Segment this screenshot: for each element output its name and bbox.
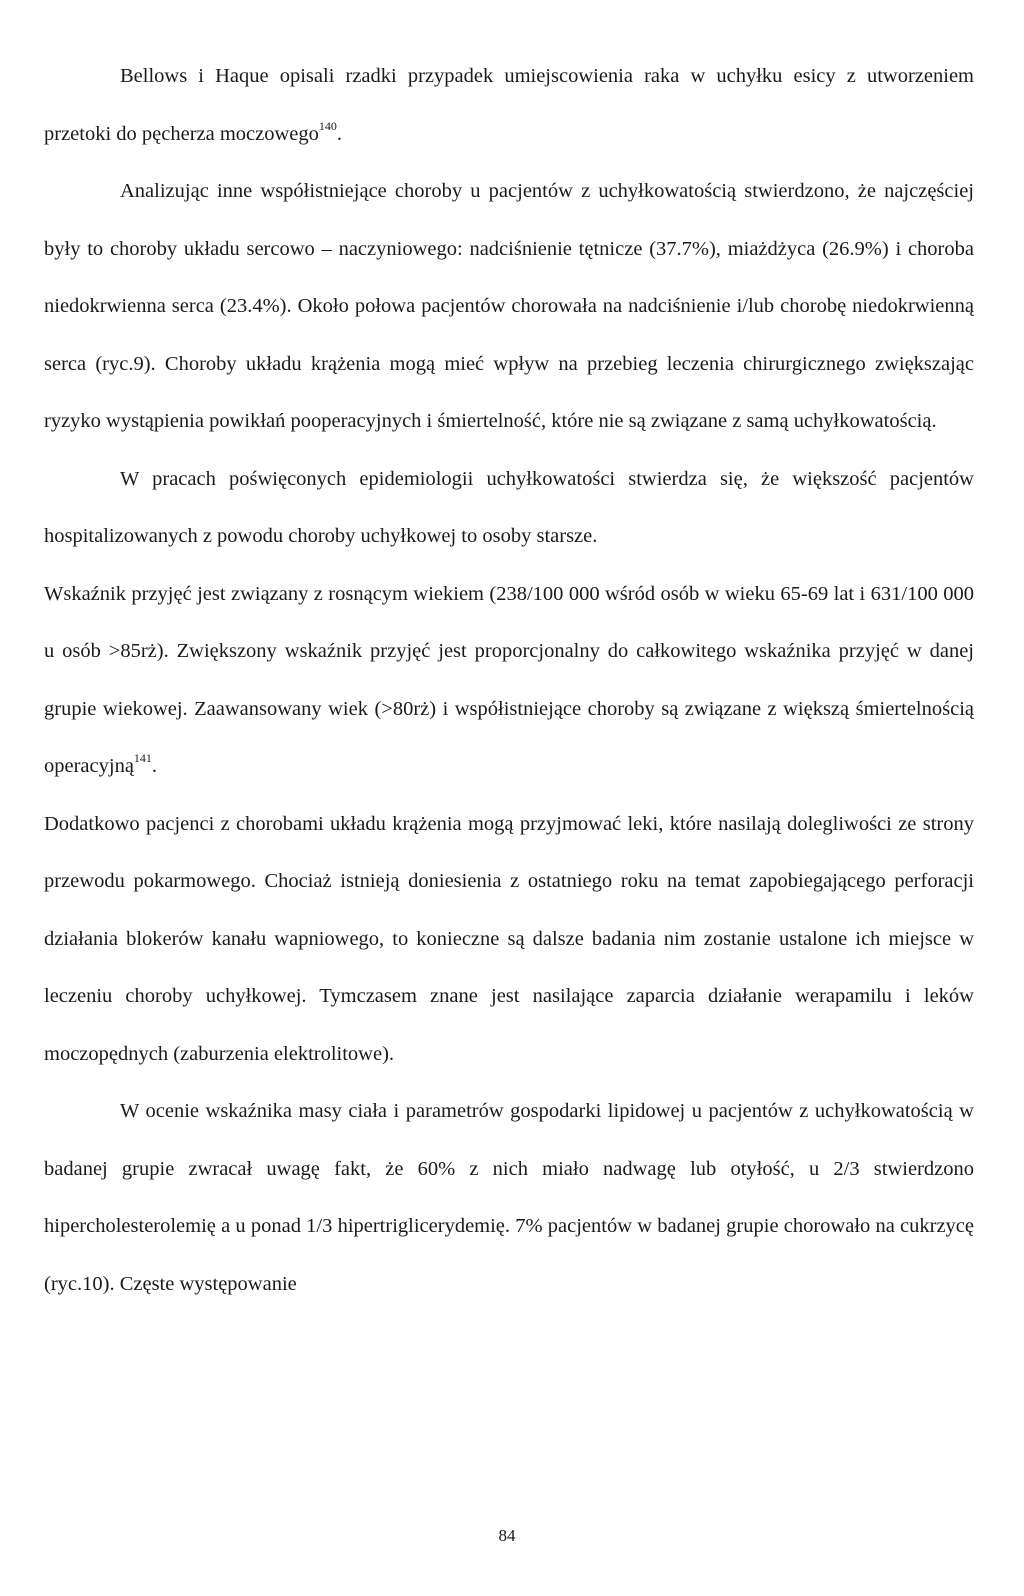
footnote-ref-140: 140 — [318, 118, 337, 133]
paragraph-1-tail: . — [336, 122, 343, 145]
paragraph-3-text: W pracach poświęconych epidemiologii uchyłkowatości stwierdza się, że większość pacjentów hospitalizowanych z powodu choroby uchyłkowej to osoby starsze. — [44, 467, 974, 547]
page-number: 84 — [498, 1526, 516, 1545]
paragraph-1 — [44, 48, 974, 163]
paragraph-5-text: Dodatkowo pacjenci z chorobami układu krążenia mogą przyjmować leki, które nasilają dolegliwości ze strony przewodu pokarmowego. Chociaż istnieją doniesienia z ostatniego roku na temat zapobiegającego perforacji działania blokerów kanału wapniowego, to konieczne są dalsze badania nim zostanie ustalone ich miejsce w leczeniu choroby uchyłkowej. Tymczasem znane jest nasilające zaparcia działanie werapamilu i leków moczopędnych (zaburzenia elektrolitowe). — [44, 812, 974, 1065]
paragraph-6 — [44, 1083, 974, 1313]
paragraph-4-tail: . — [151, 755, 158, 777]
paragraph-4 — [44, 566, 974, 796]
paragraph-4-text: Wskaźnik przyjęć jest związany z rosnącym wiekiem (238/100 000 wśród osób w wieku 65-69 lat i 631/100 000 u osób >85rż). Zwiększony wskaźnik przyjęć jest proporcjonalny do całkowitego wskaźnika przyjęć w danej grupie wiekowej. Zaawansowany wiek (>80rż) i współistniejące choroby są związane z większą śmiertelnością operacyjną — [44, 582, 974, 777]
paragraph-2-text: Analizując inne współistniejące choroby u pacjentów z uchyłkowatością stwierdzono, że najczęściej były to choroby układu sercowo – naczyniowego: nadciśnienie tętnicze (37.7%), miażdżyca (26.9%) i choroba niedokrwienna serca (23.4%). Około połowa pacjentów chorowała na nadciśnienie i/lub chorobę niedokrwienną serca (ryc.9). Choroby układu krążenia mogą mieć wpływ na przebieg leczenia chirurgicznego zwiększając ryzyko wystąpienia powikłań pooperacyjnych i śmiertelność, które nie są związane z samą uchyłkowatością. — [44, 180, 974, 432]
paragraph-6-text: W ocenie wskaźnika masy ciała i parametrów gospodarki lipidowej u pacjentów z uchyłkowatością w badanej grupie zwracał uwagę fakt, że 60% z nich miało nadwagę lub otyłość, u 2/3 stwierdzono hipercholesterolemię a u ponad 1/3 hipertriglicerydemię. 7% pacjentów w badanej grupie chorowało na cukrzycę (ryc.10). Częste występowanie — [44, 1100, 974, 1295]
footnote-ref-141: 141 — [133, 751, 152, 766]
paragraph-1-text: Bellows i Haque opisali rzadki przypadek umiejscowienia raka w uchyłku esicy z utworzeniem przetoki do pęcherza moczowego — [44, 65, 974, 145]
paragraph-5 — [44, 796, 974, 1084]
body-text — [44, 48, 974, 1313]
paragraph-3 — [44, 451, 974, 566]
paragraph-2 — [44, 163, 974, 451]
